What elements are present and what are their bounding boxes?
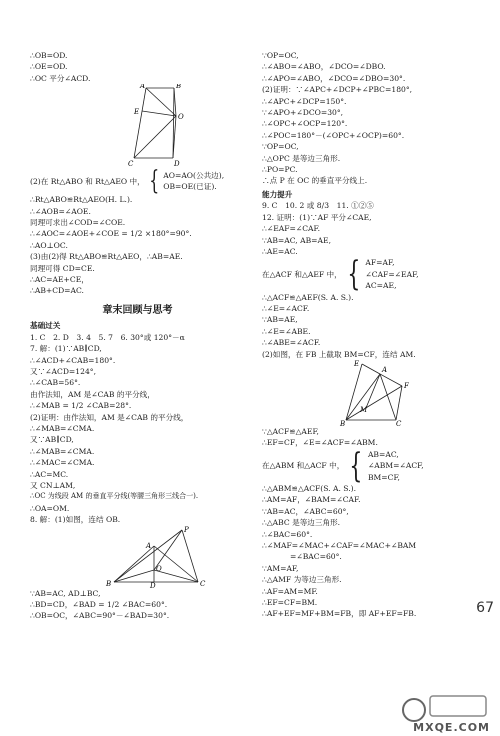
text-line: ∵OP=OC, bbox=[262, 51, 299, 60]
label-E: E bbox=[354, 359, 360, 368]
brace-line: BM=CF, bbox=[367, 472, 400, 482]
text-line: ∴∠MAB = 1/2 ∠CAB=28°. bbox=[30, 401, 132, 411]
label-O: O bbox=[156, 564, 162, 573]
brace-intro: 在△ACF 和△AEF 中， bbox=[262, 269, 342, 279]
text-line: ∵∠APO+∠DCO=30°, bbox=[262, 108, 344, 118]
label-A: A bbox=[382, 365, 388, 374]
text-line: ∴EF=CF，∠E=∠ACF=∠ABM. bbox=[262, 438, 378, 448]
text-line: ∵AB=AC，∠ABC=60°, bbox=[262, 506, 349, 516]
text-line: ∴∠MAB=∠CMA. bbox=[30, 423, 95, 433]
text-line: ∴∠AOC=∠AOE+∠COE = 1/2 ×180°=90°. bbox=[30, 229, 192, 239]
text-line: 同理可得 CD=CE. bbox=[30, 263, 95, 273]
text-line: (3)由(2)得 Rt△ABO≌Rt△AEO，∴AB=AE. bbox=[30, 252, 183, 262]
figure-quadrilateral-svg bbox=[30, 84, 230, 168]
brace-line: AO=AO(公共边), bbox=[163, 170, 225, 180]
figure-triangle-svg bbox=[30, 526, 230, 588]
text-line: ∴AO⊥OC. bbox=[30, 240, 68, 250]
brace-line: ∠ABM=∠ACF, bbox=[367, 461, 424, 471]
text-line: ∴AF+EF=MF+BM=FB，即 AF+EF=FB. bbox=[262, 609, 417, 619]
text-line: ∴OB=OC，∠ABC=90°－∠BAD=30°. bbox=[30, 611, 170, 621]
brace-line: AB=AC, bbox=[367, 449, 399, 459]
text-line: ∴Rt△ABO≌Rt△AEO(H. L.). bbox=[30, 195, 133, 205]
brace-block bbox=[30, 166, 245, 197]
brace-symbol: { bbox=[347, 254, 361, 295]
text-line: ∴AE=AC. bbox=[262, 246, 298, 256]
text-line: ∴EF=CF=BM. bbox=[262, 598, 318, 608]
label-D: D bbox=[174, 160, 180, 169]
text-line: ∴∠APC+∠DCP=150°. bbox=[262, 96, 347, 106]
brace-lines bbox=[368, 449, 424, 483]
text-line: ∴△ABM≌△ACF(S. A. S.). bbox=[262, 484, 357, 493]
label-D: D bbox=[150, 581, 156, 588]
text-line: ∴OE=OD. bbox=[30, 62, 68, 72]
brace-intro: (2)在 Rt△ABO 和 Rt△AEO 中， bbox=[30, 176, 145, 186]
label-F: F bbox=[404, 381, 409, 390]
label-A: A bbox=[140, 84, 146, 91]
text-line: =∠BAC=60°. bbox=[290, 552, 342, 562]
text-line: ∴∠CAB=56°. bbox=[30, 378, 81, 388]
text-line: ∴OA=OM. bbox=[30, 503, 70, 513]
text-line: ∴点 P 在 OC 的垂直平分线上. bbox=[262, 176, 368, 186]
text-line: ∵AB=AC, AB=AE, bbox=[262, 235, 331, 245]
text-line: ∴∠MAB=∠CMA. bbox=[30, 446, 95, 456]
figure-equilateral bbox=[262, 360, 487, 426]
figure-quadrilateral bbox=[30, 84, 245, 168]
text-line: ∴AB+CD=AC. bbox=[30, 286, 84, 296]
text-line: (2)证明：由作法知，AM 是∠CAB 的平分线， bbox=[30, 412, 189, 422]
text-line: ∴AF=AM=MF. bbox=[262, 586, 318, 596]
text-line: 又 CN⊥AM, bbox=[30, 480, 76, 490]
sub-title: 基础过关 bbox=[30, 321, 61, 331]
figure-equilateral-svg bbox=[262, 360, 482, 426]
text-line: ∴∠E=∠ACF. bbox=[262, 303, 310, 313]
text-line: ∴△AMF 为等边三角形. bbox=[262, 575, 342, 585]
right-column bbox=[262, 50, 487, 620]
text-line: ∴OC 平分∠ACD. bbox=[30, 73, 91, 83]
text-line: ∴∠E=∠ABE. bbox=[262, 326, 311, 336]
text-line: (2)如图，在 FB 上截取 BM=CF，连结 AM. bbox=[262, 349, 416, 359]
brace-line: AC=AE, bbox=[365, 281, 397, 291]
label-P: P bbox=[184, 525, 189, 534]
brace-line: ∠CAF=∠EAF, bbox=[365, 269, 419, 279]
text-line: ∴OB=OD. bbox=[30, 51, 68, 60]
text-line: 8. 解：(1)如图，连结 OB. bbox=[30, 515, 121, 525]
text-line: 又∵∠ACD=124°, bbox=[30, 366, 97, 376]
brace-symbol: { bbox=[349, 445, 363, 486]
text-line: ∴PO=PC. bbox=[262, 165, 298, 175]
text-line: ∴△OPC 是等边三角形. bbox=[262, 153, 341, 163]
brace-line: OB=OE(已证). bbox=[163, 182, 217, 192]
brace-block bbox=[262, 445, 487, 486]
text-line: ∴∠MAF=∠MAC+∠CAF=∠MAC+∠BAM bbox=[262, 541, 417, 551]
text-line: ∵AM=AF, bbox=[262, 563, 299, 573]
label-C: C bbox=[128, 160, 134, 169]
text-line: ∴AM=AF，∠BAM=∠CAF. bbox=[262, 495, 361, 505]
label-B: B bbox=[340, 419, 346, 426]
text-line: 又∵AB∥CD, bbox=[30, 435, 74, 445]
brace-block bbox=[262, 254, 487, 295]
label-M: M bbox=[360, 405, 368, 414]
text-line: ∴△ACF≌△AEF(S. A. S.). bbox=[262, 292, 354, 302]
text-line: ∴AC=MC. bbox=[30, 469, 69, 479]
text-line: 7. 解：(1)∵AB∥CD, bbox=[30, 344, 102, 354]
text-line: 由作法知，AM 是∠CAB 的平分线， bbox=[30, 389, 155, 399]
text-line: 12. 证明：(1)∵AF 平分∠CAE, bbox=[262, 212, 372, 222]
label-A: A bbox=[146, 541, 152, 550]
text-line: 同理可求出∠COD=∠COE. bbox=[30, 218, 126, 228]
brace-intro: 在△ABM 和△ACF 中， bbox=[262, 461, 345, 471]
answers-line: 9. C 10. 2 或 8/3 11. ①②⑤ bbox=[262, 201, 374, 211]
text-line: ∴∠ABE=∠ACF. bbox=[262, 338, 321, 348]
text-line: ∴∠AOB=∠AOE. bbox=[30, 206, 91, 216]
text-line: ∵△ACF≌△AEF, bbox=[262, 426, 319, 436]
brace-symbol: { bbox=[149, 166, 159, 197]
label-B: B bbox=[176, 84, 182, 91]
section-title: 章末回顾与思考 bbox=[102, 304, 173, 316]
text-line: ∴∠BAC=60°. bbox=[262, 529, 313, 539]
text-line: ∴BD=CD，∠BAD = 1/2 ∠BAC=60°. bbox=[30, 600, 168, 609]
label-E: E bbox=[134, 108, 140, 117]
sub-title: 能力提升 bbox=[262, 189, 293, 199]
label-B: B bbox=[106, 579, 112, 588]
brace-lines bbox=[365, 257, 418, 291]
text-line: ∴△ABC 是等边三角形. bbox=[262, 518, 341, 528]
text-line: ∴∠OPC+∠OCP=120°. bbox=[262, 119, 348, 129]
text-line: ∵AB=AE, bbox=[262, 315, 298, 325]
text-line: ∵OP=OC, bbox=[262, 142, 299, 152]
text-line: ∴∠POC=180°－(∠OPC+∠OCP)=60°. bbox=[262, 130, 405, 140]
text-line: ∵AB=AC, AD⊥BC, bbox=[30, 588, 101, 598]
brace-line: AF=AF, bbox=[365, 258, 395, 268]
text-line: ∴∠EAF=∠CAF. bbox=[262, 224, 321, 234]
brace-lines bbox=[163, 170, 224, 193]
text-line: ∴∠MAC=∠CMA. bbox=[30, 458, 95, 468]
text-line: (2)证明：∵∠APC+∠DCP+∠PBC=180°, bbox=[262, 85, 413, 95]
label-O: O bbox=[178, 113, 184, 122]
text-line: ∴∠ACD+∠CAB=180°. bbox=[30, 355, 116, 365]
watermark-text: MXQE.COM bbox=[413, 721, 490, 734]
text-line: ∴∠ABO=∠ABO，∠DCO=∠DBO. bbox=[262, 62, 386, 72]
text-line: ∴OC 为线段 AM 的垂直平分线(等腰三角形三线合一). bbox=[30, 492, 199, 501]
label-C: C bbox=[396, 419, 402, 426]
figure-triangle bbox=[30, 526, 245, 588]
text-line: ∴AC=AE+CE， bbox=[30, 275, 89, 285]
left-column bbox=[30, 50, 245, 622]
answers-line: 1. C 2. D 3. 4 5. 7 6. 30°或 120°－α bbox=[30, 332, 185, 342]
page-number: 67 bbox=[476, 600, 494, 616]
label-C: C bbox=[200, 579, 206, 588]
text-line: ∴∠APO=∠ABO，∠DCO=∠DBO=30°. bbox=[262, 73, 406, 83]
